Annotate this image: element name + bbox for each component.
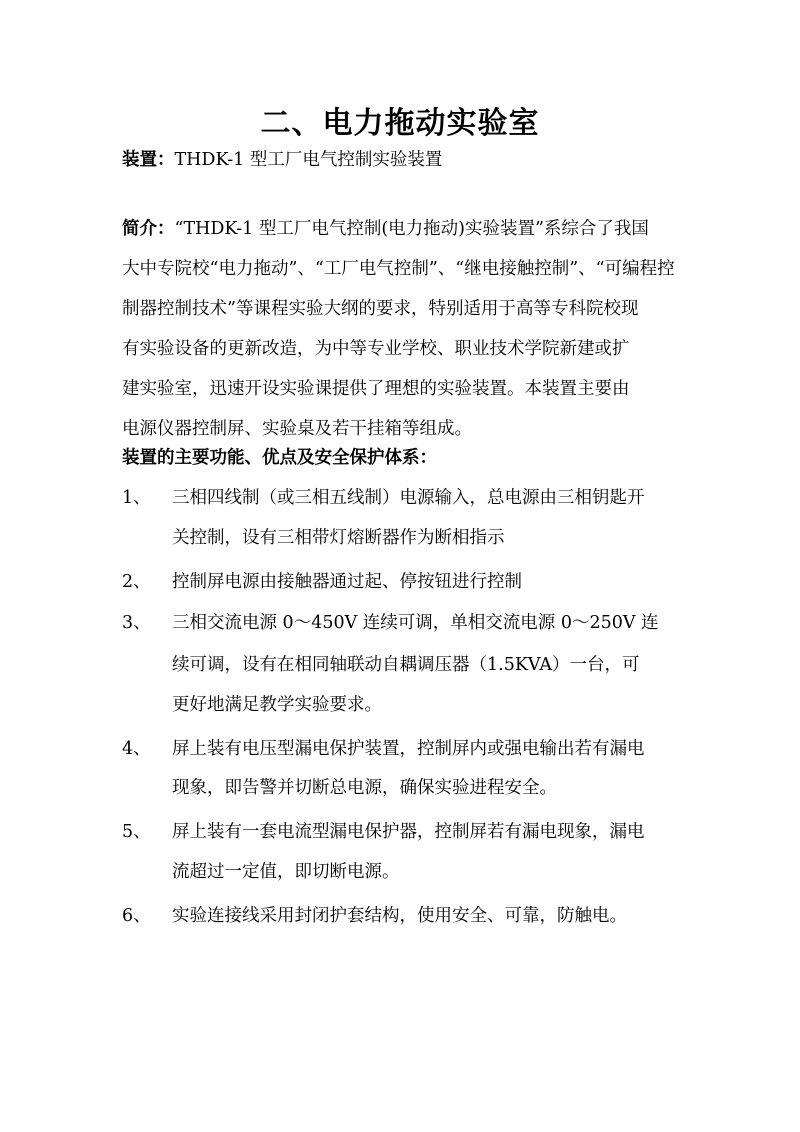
feature-2-line-1: 控制屏电源由接触器通过起、停按钮进行控制: [172, 572, 522, 592]
intro-line-4: 有实验设备的更新改造，为中等专业学校、职业技术学院新建或扩: [122, 339, 630, 359]
features-heading: 装置的主要功能、优点及安全保护体系：: [122, 448, 437, 468]
intro-text: “THDK-1 型工厂电气控制(电力拖动)实验装置”系综合了我国: [174, 219, 649, 239]
feature-4-line-2: 现象，即告警并切断总电源，确保实验进程安全。: [172, 778, 557, 798]
feature-1-number: 1、: [122, 488, 151, 508]
feature-3-line-1: 三相交流电源 0～450V 连续可调，单相交流电源 0～250V 连: [172, 613, 659, 633]
feature-3-number: 3、: [122, 613, 151, 633]
feature-5-line-2: 流超过一定值，即切断电源。: [172, 862, 400, 882]
feature-3-line-3: 更好地满足教学实验要求。: [172, 695, 382, 715]
device-value: THDK-1 型工厂电气控制实验装置: [174, 150, 443, 170]
feature-6-line-1: 实验连接线采用封闭护套结构，使用安全、可靠，防触电。: [172, 906, 627, 926]
feature-1-line-2: 关控制，设有三相带灯熔断器作为断相指示: [172, 528, 505, 548]
feature-4-line-1: 屏上装有电压型漏电保护装置，控制屏内或强电输出若有漏电: [172, 739, 645, 759]
feature-5-number: 5、: [122, 822, 151, 842]
feature-3-line-2: 续可调，设有在相同轴联动自耦调压器（1.5KVA）一台，可: [172, 655, 640, 675]
feature-1-line-1: 三相四线制（或三相五线制）电源输入，总电源由三相钥匙开: [172, 488, 645, 508]
feature-6-number: 6、: [122, 906, 151, 926]
intro-line-3: 制器控制技术”等课程实验大纲的要求，特别适用于高等专科院校现: [122, 299, 639, 319]
intro-line-1: [122, 219, 649, 239]
feature-5-line-1: 屏上装有一套电流型漏电保护器，控制屏若有漏电现象，漏电: [172, 822, 645, 842]
feature-2-number: 2、: [122, 572, 151, 592]
device-line: [122, 150, 442, 170]
intro-line-2: 大中专院校“电力拖动”、“工厂电气控制”、“继电接触控制”、“可编程控: [122, 259, 675, 279]
page-title: 二、电力拖动实验室: [260, 106, 540, 141]
device-label: 装置：: [122, 150, 175, 170]
intro-line-6: 电源仪器控制屏、实验桌及若干挂箱等组成。: [122, 419, 472, 439]
intro-line-5: 建实验室，迅速开设实验课提供了理想的实验装置。本装置主要由: [122, 379, 630, 399]
intro-label: 简介：: [122, 219, 175, 239]
feature-4-number: 4、: [122, 739, 151, 759]
